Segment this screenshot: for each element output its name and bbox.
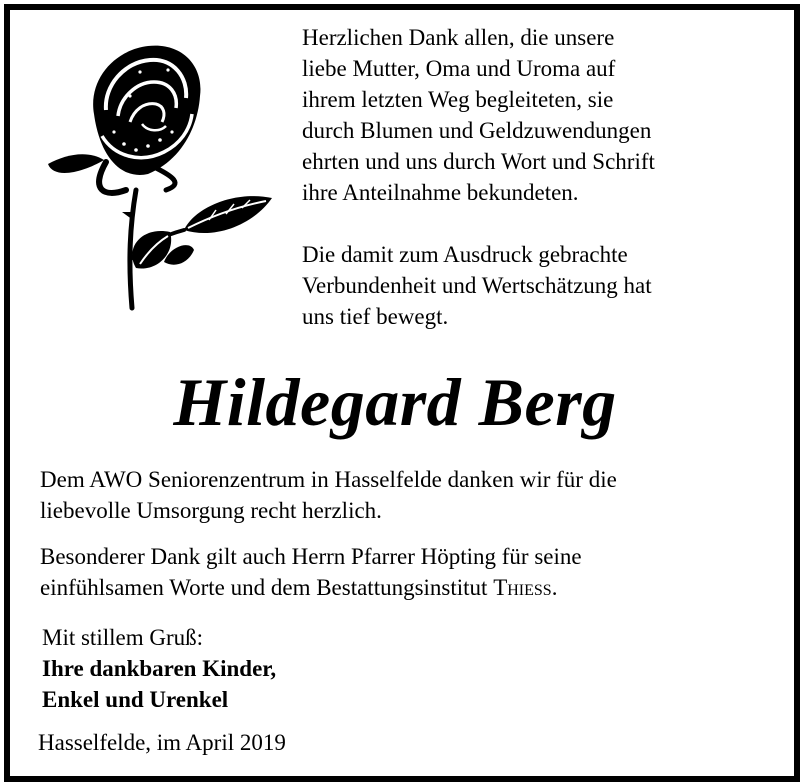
closing-greeting: Mit stillem Gruß: (42, 625, 203, 650)
closing-signers: Ihre dankbaren Kinder, Enkel und Urenkel (42, 656, 277, 712)
body-paragraph-pastor-end: . (551, 575, 558, 600)
funeral-home-name: Thieß (493, 575, 552, 600)
body-paragraph-pastor-text: Besonderer Dank gilt auch Herrn Pfarrer Höpting für seine einfühlsamen Worte und dem Bestattungsinstitut (40, 544, 582, 600)
body-paragraph-awo: Dem AWO Seniorenzentrum in Hasselfelde danken wir für die liebevolle Umsorgung recht herzlich. (40, 467, 617, 523)
intro-text (302, 22, 772, 332)
place-date: Hasselfelde, im April 2019 (38, 730, 286, 755)
intro-paragraph-thanks: Herzlichen Dank allen, die unsere liebe Mutter, Oma und Uroma auf ihrem letzten Weg begleiteten, sie durch Blumen und Geldzuwendungen ehrten und uns durch Wort und Schrift ihre Anteilnahme bekundeten. (302, 25, 655, 205)
rose-icon (44, 40, 276, 312)
deceased-name: Hildegard Berg (173, 364, 617, 440)
body-paragraph-pastor (40, 541, 770, 603)
body-text (40, 464, 770, 603)
intro-paragraph-moved: Die damit zum Ausdruck gebrachte Verbundenheit und Wertschätzung hat uns tief bewegt. (302, 242, 652, 329)
